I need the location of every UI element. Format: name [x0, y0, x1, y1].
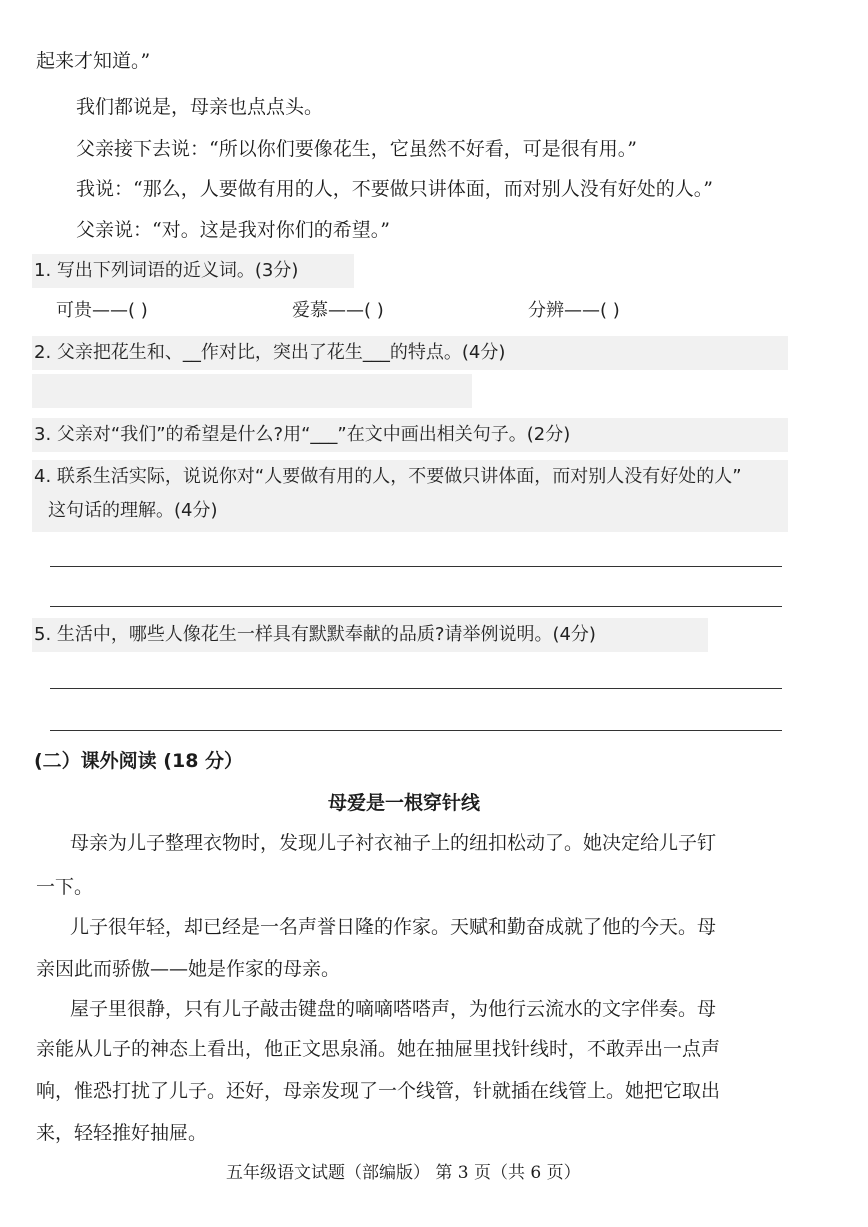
- answer-line[interactable]: [50, 566, 782, 567]
- article-line: 儿子很年轻，却已经是一名声誉日隆的作家。天赋和勤奋成就了他的今天。母: [70, 916, 717, 938]
- scan-shade: [32, 374, 472, 408]
- question-2: 2. 父亲把花生和、__作对比，突出了花生___的特点。(4分): [34, 342, 506, 363]
- answer-line[interactable]: [50, 688, 782, 689]
- passage-line: 我说：“那么，人要做有用的人，不要做只讲体面，而对别人没有好处的人。”: [76, 178, 713, 200]
- synonym-item: 爱慕——( ): [292, 300, 384, 321]
- article-line: 响，惟恐打扰了儿子。还好，母亲发现了一个线管，针就插在线管上。她把它取出: [36, 1080, 721, 1102]
- question-3: 3. 父亲对“我们”的希望是什么?用“___”在文中画出相关句子。(2分): [34, 424, 571, 445]
- article-line: 一下。: [36, 876, 94, 898]
- article-line: 亲因此而骄傲——她是作家的母亲。: [36, 958, 341, 980]
- article-line: 来，轻轻推好抽屉。: [36, 1122, 208, 1144]
- article-line: 亲能从儿子的神态上看出，他正文思泉涌。她在抽屉里找针线时，不敢弄出一点声: [36, 1038, 721, 1060]
- page-footer: 五年级语文试题（部编版） 第 3 页（共 6 页）: [226, 1163, 581, 1183]
- question-5: 5. 生活中，哪些人像花生一样具有默默奉献的品质?请举例说明。(4分): [34, 624, 596, 645]
- answer-line[interactable]: [50, 730, 782, 731]
- section-heading: (二）课外阅读 (18 分）: [34, 750, 244, 772]
- question-4: 4. 联系生活实际，说说你对“人要做有用的人，不要做只讲体面，而对别人没有好处的人”: [34, 466, 742, 487]
- synonym-item: 可贵——( ): [56, 300, 148, 321]
- article-title: 母爱是一根穿针线: [328, 792, 481, 814]
- synonym-item: 分辨——( ): [528, 300, 620, 321]
- answer-line[interactable]: [50, 606, 782, 607]
- passage-line: 父亲接下去说：“所以你们要像花生，它虽然不好看，可是很有用。”: [76, 138, 637, 160]
- passage-line: 我们都说是，母亲也点点头。: [76, 96, 324, 118]
- passage-line: 父亲说：“对。这是我对你们的希望。”: [76, 219, 390, 241]
- question-4-cont: 这句话的理解。(4分): [48, 500, 218, 521]
- question-1: 1. 写出下列词语的近义词。(3分): [34, 260, 299, 281]
- article-line: 母亲为儿子整理衣物时，发现儿子衬衣袖子上的纽扣松动了。她决定给儿子钉: [70, 832, 717, 854]
- passage-line: 起来才知道。”: [36, 50, 151, 72]
- article-line: 屋子里很静，只有儿子敲击键盘的嘀嘀嗒嗒声，为他行云流水的文字伴奏。母: [70, 998, 717, 1020]
